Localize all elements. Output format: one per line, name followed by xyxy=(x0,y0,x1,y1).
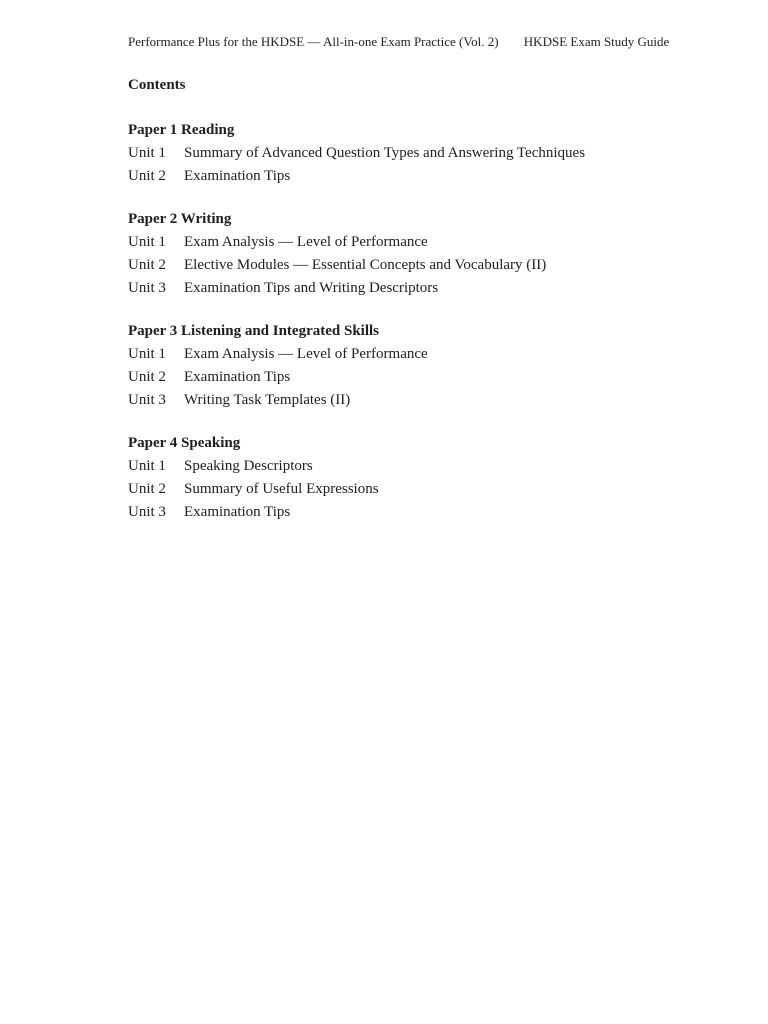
section-title: Paper 1 Reading xyxy=(128,122,235,138)
unit-label: Unit 2 xyxy=(128,168,166,184)
unit-label: Unit 1 xyxy=(128,346,166,362)
unit-title: Elective Modules — Essential Concepts and Vocabulary (II) xyxy=(184,257,547,273)
unit-title: Speaking Descriptors xyxy=(184,458,313,474)
toc-entry xyxy=(128,479,728,499)
toc-entry xyxy=(128,232,728,252)
section-paper-1 xyxy=(128,120,728,186)
section-title: Paper 2 Writing xyxy=(128,211,232,227)
unit-title: Exam Analysis — Level of Performance xyxy=(184,346,428,362)
toc-entry xyxy=(128,367,728,387)
section-paper-4 xyxy=(128,433,728,522)
toc-entry xyxy=(128,166,728,186)
toc-entry xyxy=(128,390,728,410)
unit-title: Exam Analysis — Level of Performance xyxy=(184,234,428,250)
section-paper-2 xyxy=(128,209,728,298)
toc-entry xyxy=(128,143,728,163)
unit-title: Examination Tips xyxy=(184,369,291,385)
section-title: Paper 3 Listening and Integrated Skills xyxy=(128,323,380,339)
unit-label: Unit 1 xyxy=(128,458,166,474)
unit-title: Examination Tips and Writing Descriptors xyxy=(184,280,439,296)
unit-label: Unit 1 xyxy=(128,234,166,250)
running-header xyxy=(128,34,688,50)
toc-entry xyxy=(128,502,728,522)
unit-title: Summary of Useful Expressions xyxy=(184,481,379,497)
unit-label: Unit 2 xyxy=(128,481,166,497)
unit-title: Examination Tips xyxy=(184,168,291,184)
section-paper-3 xyxy=(128,321,728,410)
unit-label: Unit 1 xyxy=(128,145,166,161)
toc-entry xyxy=(128,456,728,476)
toc-entry xyxy=(128,344,728,364)
toc-entry xyxy=(128,278,728,298)
toc-entry xyxy=(128,255,728,275)
unit-label: Unit 2 xyxy=(128,369,166,385)
table-of-contents xyxy=(128,75,728,545)
contents-heading: Contents xyxy=(128,77,186,93)
unit-title: Examination Tips xyxy=(184,504,291,520)
unit-title: Summary of Advanced Question Types and Answering Techniques xyxy=(184,145,586,161)
unit-label: Unit 3 xyxy=(128,504,166,520)
unit-title: Writing Task Templates (II) xyxy=(184,392,351,408)
unit-label: Unit 3 xyxy=(128,392,166,408)
unit-label: Unit 3 xyxy=(128,280,166,296)
section-title: Paper 4 Speaking xyxy=(128,435,241,451)
guide-title: HKDSE Exam Study Guide xyxy=(523,34,670,49)
unit-label: Unit 2 xyxy=(128,257,166,273)
book-title: Performance Plus for the HKDSE — All-in-one Exam Practice (Vol. 2) xyxy=(128,34,499,49)
